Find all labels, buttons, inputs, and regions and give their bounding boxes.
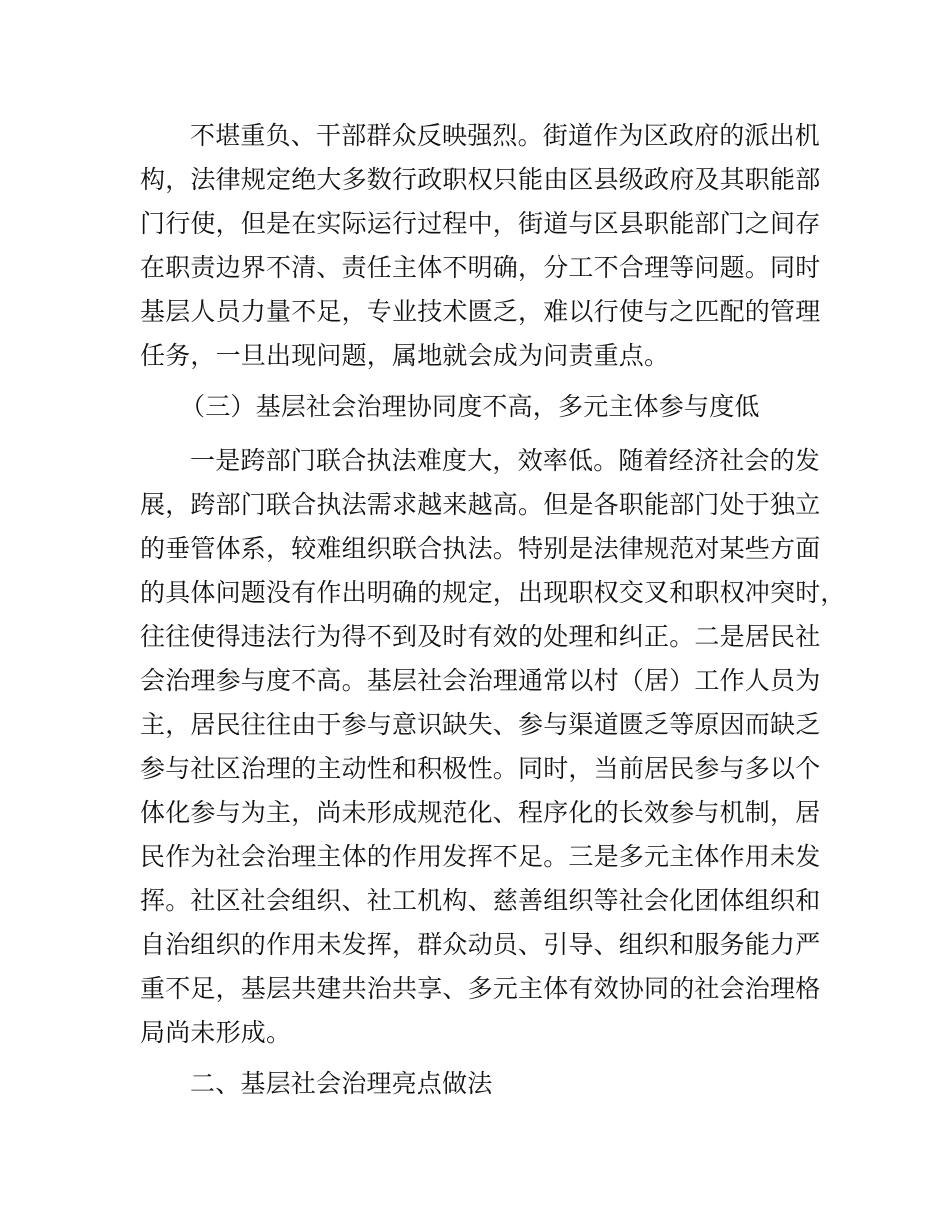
paragraph-line: 往往使得违法行为得不到及时有效的处理和纠正。二是居民社 xyxy=(140,622,821,651)
paragraph-line: 不堪重负、干部群众反映强烈。街道作为区政府的派出机 xyxy=(190,121,821,150)
paragraph-line: 体化参与为主，尚未形成规范化、程序化的长效参与机制，居 xyxy=(140,798,821,827)
paragraph-line: 主，居民往往由于参与意识缺失、参与渠道匮乏等原因而缺乏 xyxy=(140,710,821,739)
paragraph-line: 的具体问题没有作出明确的规定，出现职权交叉和职权冲突时， xyxy=(140,578,846,607)
section-heading: （三）基层社会治理协同度不高，多元主体参与度低 xyxy=(180,392,760,421)
paragraph-line: 重不足，基层共建共治共享、多元主体有效协同的社会治理格 xyxy=(140,974,821,1003)
paragraph-line: 任务，一旦出现问题，属地就会成为问责重点。 xyxy=(140,341,670,370)
paragraph-line: 一是跨部门联合执法难度大，效率低。随着经济社会的发 xyxy=(190,446,821,475)
paragraph-line: 会治理参与度不高。基层社会治理通常以村（居）工作人员为 xyxy=(140,666,821,695)
paragraph-line: 局尚未形成。 xyxy=(140,1018,292,1047)
paragraph-line: 自治组织的作用未发挥，群众动员、引导、组织和服务能力严 xyxy=(140,930,821,959)
paragraph-line: 构，法律规定绝大多数行政职权只能由区县级政府及其职能部 xyxy=(140,165,821,194)
paragraph-line: 门行使，但是在实际运行过程中，街道与区县职能部门之间存 xyxy=(140,209,821,238)
paragraph-line: 在职责边界不清、责任主体不明确，分工不合理等问题。同时 xyxy=(140,253,821,282)
paragraph-line: 展，跨部门联合执法需求越来越高。但是各职能部门处于独立 xyxy=(140,490,821,519)
section-heading: 二、基层社会治理亮点做法 xyxy=(190,1069,493,1098)
paragraph-line: 民作为社会治理主体的作用发挥不足。三是多元主体作用未发 xyxy=(140,842,821,871)
paragraph-line: 挥。社区社会组织、社工机构、慈善组织等社会化团体组织和 xyxy=(140,886,821,915)
paragraph-line: 基层人员力量不足，专业技术匮乏，难以行使与之匹配的管理 xyxy=(140,297,821,326)
paragraph-line: 参与社区治理的主动性和积极性。同时，当前居民参与多以个 xyxy=(140,754,821,783)
paragraph-line: 的垂管体系，较难组织联合执法。特别是法律规范对某些方面 xyxy=(140,534,821,563)
